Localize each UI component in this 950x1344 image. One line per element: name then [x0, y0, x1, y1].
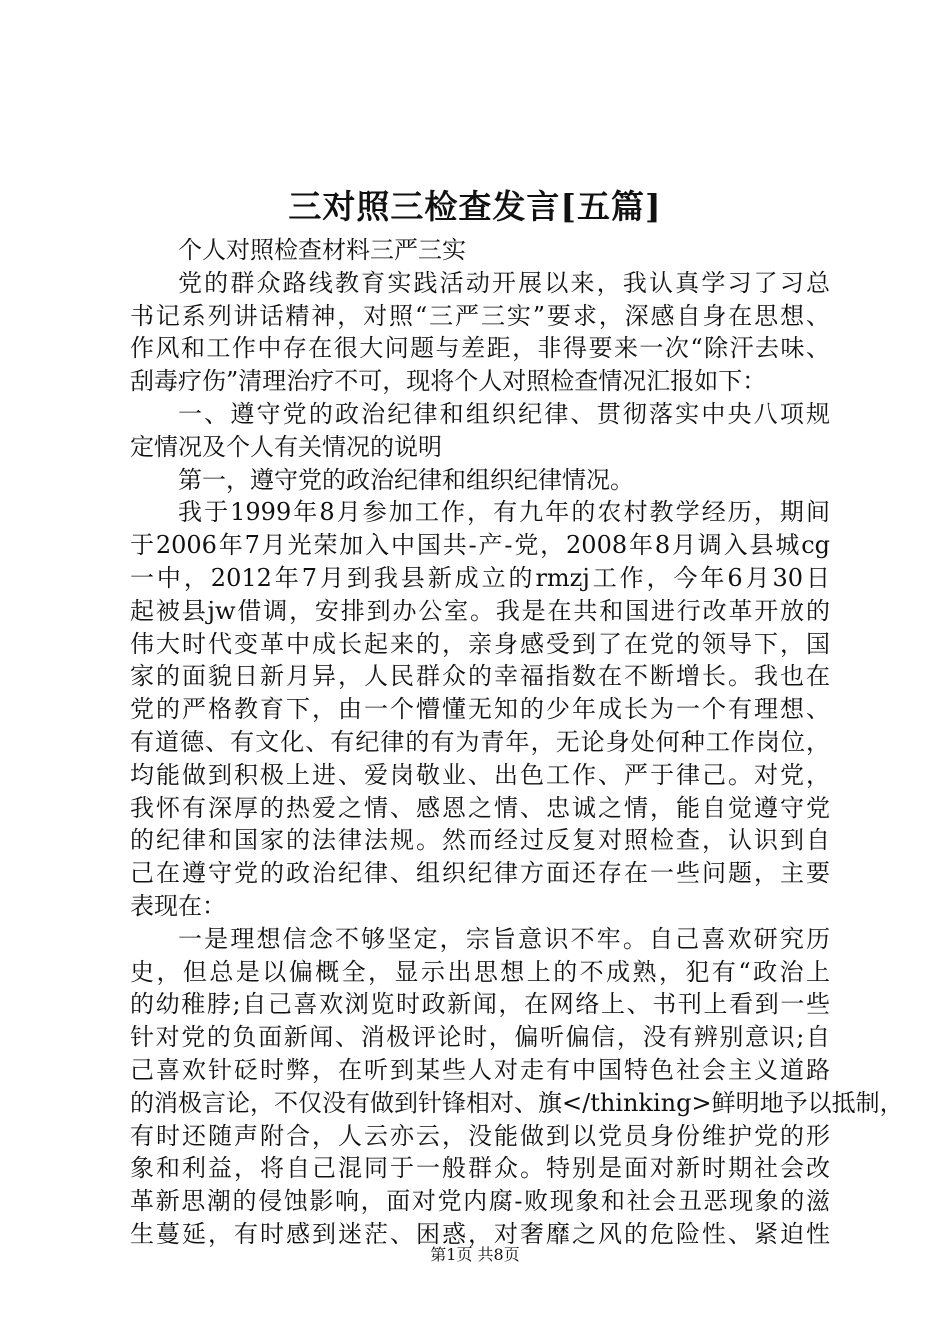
text-line: 于2006年7月光荣加入中国共-产-党，2008年8月调入县城cg	[130, 531, 830, 560]
document-body	[130, 234, 904, 1251]
text-line: 针对党的负面新闻、消极评论时，偏听偏信，没有辨别意识;自	[130, 1023, 830, 1052]
text-line: 党的严格教育下，由一个懵懂无知的少年成长为一个有理想、	[130, 695, 830, 724]
text-line: 革新思潮的侵蚀影响，面对党内腐-败现象和社会丑恶现象的滋	[130, 1187, 830, 1216]
text-line: 象和利益，将自己混同于一般群众。特别是面对新时期社会改	[130, 1154, 830, 1183]
text-line: 我怀有深厚的热爱之情、感恩之情、忠诚之情，能自觉遵守党	[130, 793, 830, 822]
page-indicator: 第1页 共8页	[430, 1245, 520, 1264]
text-line: 的消极言论，不仅没有做到针锋相对、旗</thinking>鲜明地予以抵制，	[130, 1088, 904, 1117]
document-title: 三对照三检查发言[五篇]	[288, 187, 662, 226]
text-line: 的纪律和国家的法律法规。然而经过反复对照检查，认识到自	[130, 826, 830, 855]
text-line: 起被县jw借调，安排到办公室。我是在共和国进行改革开放的	[130, 596, 830, 625]
text-line: 均能做到积极上进、爱岗敬业、出色工作、严于律己。对党，	[130, 760, 830, 789]
text-line: 刮毒疗伤”清理治疗不可，现将个人对照检查情况汇报如下：	[130, 367, 767, 396]
text-line: 家的面貌日新月异，人民群众的幸福指数在不断增长。我也在	[130, 662, 830, 691]
text-line: 作风和工作中存在很大问题与差距，非得要来一次“除汗去味、	[130, 334, 830, 363]
text-line: 生蔓延，有时感到迷茫、困惑，对奢靡之风的危险性、紧迫性	[130, 1219, 830, 1248]
text-line: 有道德、有文化、有纪律的有为青年，无论身处何种工作岗位，	[130, 727, 830, 756]
text-line: 定情况及个人有关情况的说明	[130, 432, 442, 461]
text-line: 己喜欢针砭时弊，在听到某些人对走有中国特色社会主义道路	[130, 1055, 830, 1084]
text-line: 伟大时代变革中成长起来的，亲身感受到了在党的领导下，国	[130, 629, 830, 658]
text-line: 己在遵守党的政治纪律、组织纪律方面还存在一些问题，主要	[130, 859, 830, 888]
text-line: 一、遵守党的政治纪律和组织纪律、贯彻落实中央八项规	[178, 399, 830, 428]
text-line: 我于1999年8月参加工作，有九年的农村教学经历，期间	[178, 498, 830, 527]
text-line: 一是理想信念不够坚定，宗旨意识不牢。自己喜欢研究历	[178, 924, 830, 953]
text-line: 的幼稚脖;自己喜欢浏览时政新闻，在网络上、书刊上看到一些	[130, 990, 830, 1019]
text-line: 个人对照检查材料三严三实	[178, 236, 466, 264]
text-line: 有时还随声附合，人云亦云，没能做到以党员身份维护党的形	[130, 1121, 830, 1150]
text-line: 史，但总是以偏概全，显示出思想上的不成熟，犯有“政治上	[130, 957, 830, 986]
text-line: 书记系列讲话精神，对照“三严三实”要求，深感自身在思想、	[130, 301, 830, 330]
text-line: 党的群众路线教育实践活动开展以来，我认真学习了习总	[178, 268, 830, 297]
text-line: 表现在：	[130, 891, 226, 920]
text-line: 第一，遵守党的政治纪律和组织纪律情况。	[178, 465, 634, 494]
text-line: 一中，2012年7月到我县新成立的rmzj工作，今年6月30日	[130, 563, 830, 592]
